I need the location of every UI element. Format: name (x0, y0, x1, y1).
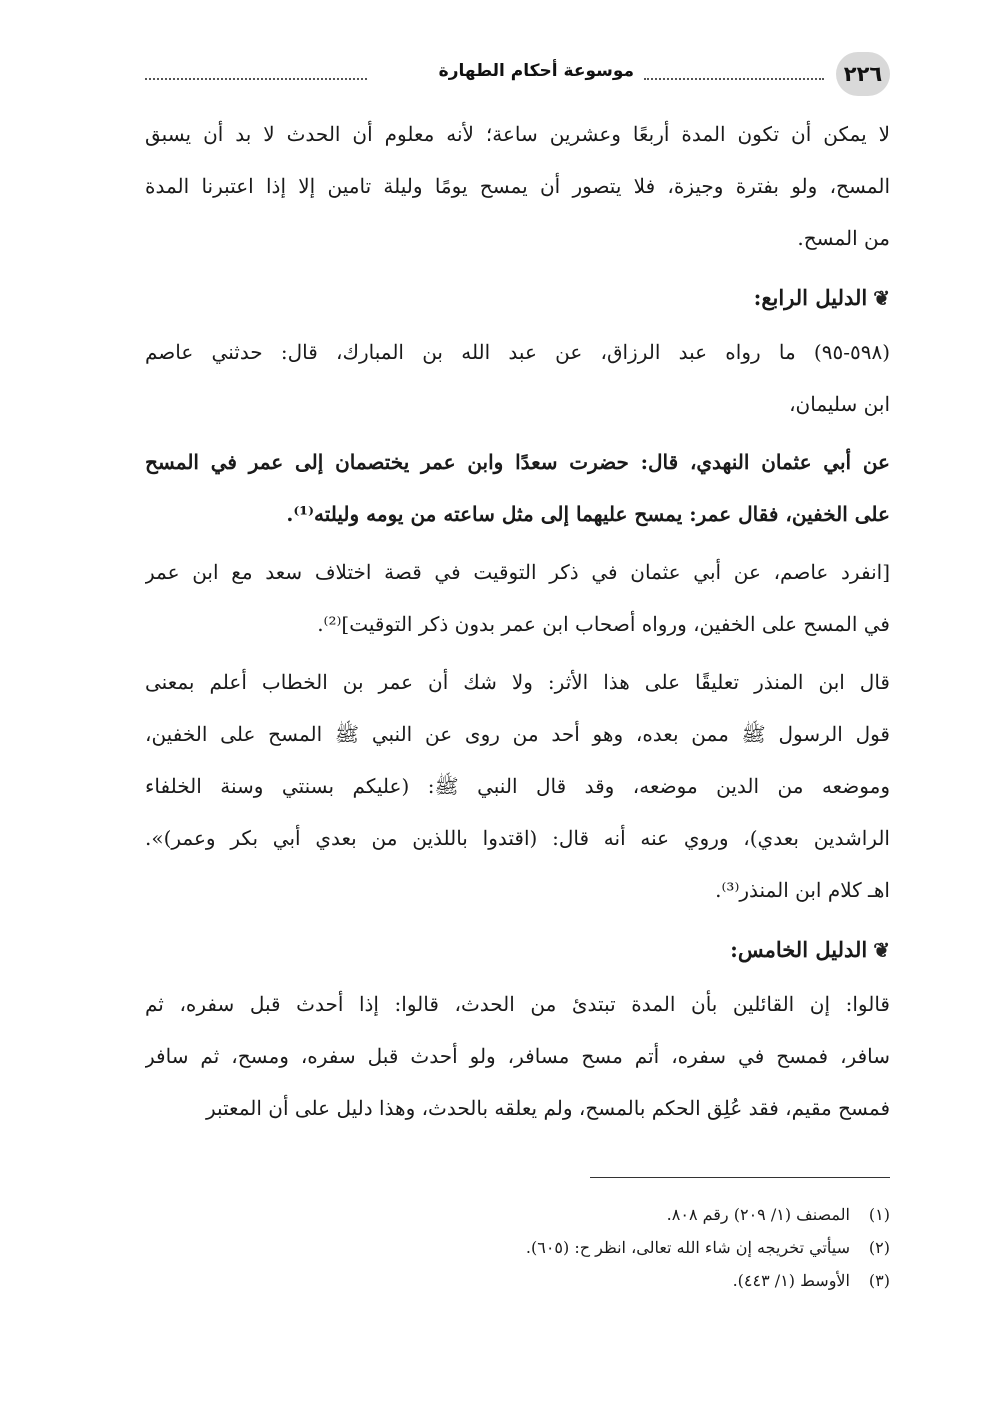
footnote (145, 1231, 890, 1264)
text-line: قالوا: إن القائلين بأن المدة تبتدئ من الحدث، قالوا: إذا أحدث قبل سفره، ثم (145, 992, 890, 1016)
page-number: ٢٢٦ (836, 52, 890, 96)
text-line: ابن سليمان، (789, 392, 890, 416)
book-title: موسوعة أحكام الطهارة (435, 61, 638, 81)
footnote-number: (٢) (868, 1238, 890, 1257)
paragraph (145, 656, 890, 916)
leaf-bullet-icon: ❦ (873, 938, 890, 962)
footnote-separator (590, 1177, 890, 1178)
footnote-number: (١) (868, 1205, 890, 1224)
section-heading (145, 270, 890, 326)
paragraph (145, 108, 890, 264)
footnote-text: سيأتي تخريجه إن شاء الله تعالى، انظر ح: (٦٠٥). (525, 1238, 850, 1257)
section-heading (145, 922, 890, 978)
footnote-number: (٣) (868, 1271, 890, 1290)
text-line: عن أبي عثمان النهدي، قال: حضرت سعدًا وابن عمر يختصمان إلى عمر في المسح (145, 450, 890, 474)
section-heading-text: الدليل الخامس: (730, 937, 868, 962)
text-line: من المسح. (797, 226, 890, 250)
text-line: في المسح على الخفين، ورواه أصحاب ابن عمر بدون ذكر التوقيت]⁽²⁾. (317, 612, 890, 636)
footnote-text: الأوسط (١/ ٤٤٣). (732, 1271, 850, 1290)
footnote (145, 1264, 890, 1297)
text-line: فمسح مقيم، فقد عُلِق الحكم بالمسح، ولم يعلقه بالحدث، وهذا دليل على أن المعتبر (205, 1096, 890, 1120)
header-dotted-rule-right (644, 78, 824, 80)
paragraph (145, 978, 890, 1134)
header-dotted-rule-left (145, 78, 367, 80)
text-line: الراشدين بعدي)، وروي عنه أنه قال: (اقتدوا باللذين من بعدي أبي بكر وعمر)». (145, 826, 890, 850)
text-line: وموضعه من الدين موضعه، وقد قال النبي ﷺ: (عليكم بسنتي وسنة الخلفاء (145, 774, 890, 798)
footnote (145, 1198, 890, 1231)
text-line: سافر، فمسح في سفره، أتم مسح مسافر، ولو أحدث قبل سفره، ومسح، ثم سافر (145, 1044, 890, 1068)
leaf-bullet-icon: ❦ (873, 286, 890, 310)
text-line: قول الرسول ﷺ ممن بعده، وهو أحد من روى عن النبي ﷺ المسح على الخفين، (145, 722, 890, 746)
text-line: [انفرد عاصم، عن أبي عثمان في ذكر التوقيت في قصة اختلاف سعد مع ابن عمر (145, 560, 890, 584)
page-body (145, 108, 890, 1140)
footnotes (145, 1198, 890, 1297)
footnote-text: المصنف (١/ ٢٠٩) رقم ٨٠٨. (666, 1205, 850, 1224)
text-line: المسح، ولو بفترة وجيزة، فلا يتصور أن يمسح يومًا وليلة تامين إلا إذا اعتبرنا المدة (145, 174, 890, 198)
text-line: لا يمكن أن تكون المدة أربعًا وعشرين ساعة؛ لأنه معلوم أن الحدث لا بد أن يسبق (145, 122, 890, 146)
page-header (145, 52, 890, 96)
paragraph (145, 546, 890, 650)
text-line: اهـ كلام ابن المنذر⁽³⁾. (715, 878, 890, 902)
paragraph (145, 326, 890, 430)
text-line: قال ابن المنذر تعليقًا على هذا الأثر: ولا شك أن عمر بن الخطاب أعلم بمعنى (145, 670, 890, 694)
text-line: على الخفين، فقال عمر: يمسح عليهما إلى مثل ساعته من يومه وليلته⁽¹⁾. (286, 502, 890, 526)
paragraph (145, 436, 890, 540)
section-heading-text: الدليل الرابع: (753, 285, 868, 310)
text-line: (٥٩٨-٩٥) ما رواه عبد الرزاق، عن عبد الله بن المبارك، قال: حدثني عاصم (145, 340, 890, 364)
